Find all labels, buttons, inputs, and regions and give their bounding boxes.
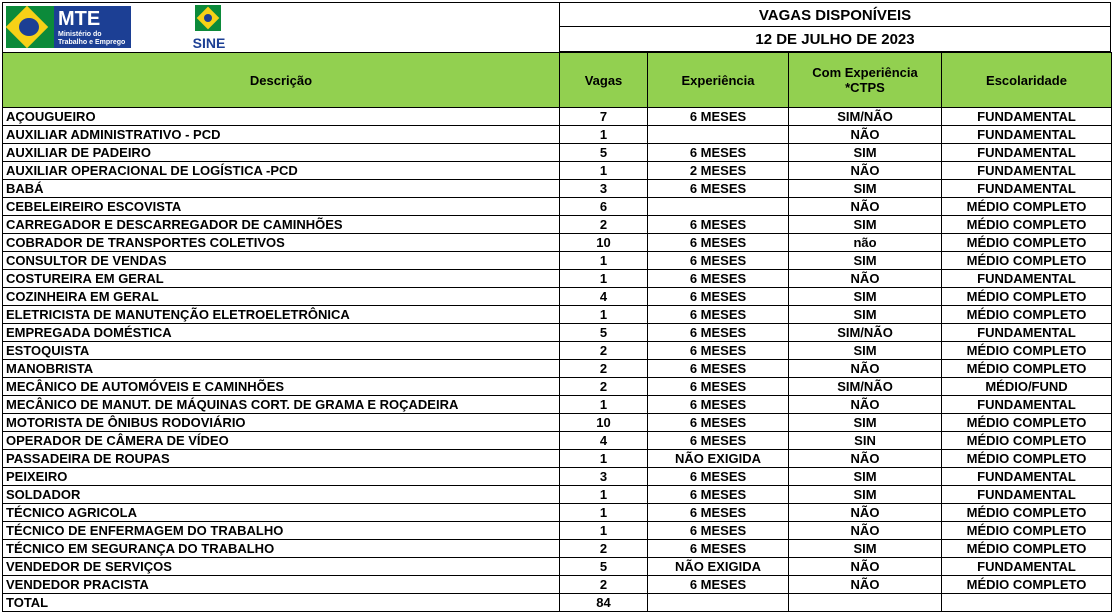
title-box <box>560 2 1111 52</box>
cell-vagas: 2 <box>560 216 648 234</box>
cell-experiencia: 6 MESES <box>648 216 789 234</box>
cell-vagas: 2 <box>560 342 648 360</box>
table-row <box>3 450 1112 468</box>
cell-descricao: COBRADOR DE TRANSPORTES COLETIVOS <box>3 234 560 252</box>
cell-descricao: ESTOQUISTA <box>3 342 560 360</box>
cell-ctps: NÃO <box>789 522 942 540</box>
cell-experiencia: 2 MESES <box>648 162 789 180</box>
table-row <box>3 180 1112 198</box>
table-row <box>3 144 1112 162</box>
sine-logo <box>185 5 233 51</box>
cell-descricao: COSTUREIRA EM GERAL <box>3 270 560 288</box>
cell-ctps: NÃO <box>789 558 942 576</box>
cell-ctps: NÃO <box>789 198 942 216</box>
cell-escolaridade: MÉDIO COMPLETO <box>942 432 1112 450</box>
table-row <box>3 198 1112 216</box>
cell-descricao: AUXILIAR OPERACIONAL DE LOGÍSTICA -PCD <box>3 162 560 180</box>
cell-descricao: CONSULTOR DE VENDAS <box>3 252 560 270</box>
cell-ctps: NÃO <box>789 270 942 288</box>
table-row <box>3 270 1112 288</box>
table-row <box>3 504 1112 522</box>
cell-vagas: 1 <box>560 504 648 522</box>
table-row <box>3 306 1112 324</box>
cell-ctps: SIM <box>789 486 942 504</box>
cell-experiencia: 6 MESES <box>648 180 789 198</box>
cell-vagas: 5 <box>560 558 648 576</box>
cell-ctps <box>789 594 942 612</box>
cell-escolaridade: MÉDIO COMPLETO <box>942 216 1112 234</box>
cell-escolaridade: FUNDAMENTAL <box>942 162 1112 180</box>
cell-ctps: NÃO <box>789 126 942 144</box>
cell-escolaridade: FUNDAMENTAL <box>942 396 1112 414</box>
cell-escolaridade: MÉDIO COMPLETO <box>942 234 1112 252</box>
cell-vagas: 3 <box>560 468 648 486</box>
mte-logo-text: MTE <box>58 8 101 30</box>
table-row <box>3 540 1112 558</box>
cell-vagas: 1 <box>560 522 648 540</box>
vacancies-table <box>2 52 1112 612</box>
cell-experiencia: NÃO EXIGIDA <box>648 450 789 468</box>
table-row <box>3 162 1112 180</box>
cell-experiencia: 6 MESES <box>648 576 789 594</box>
cell-vagas: 1 <box>560 126 648 144</box>
cell-experiencia: 6 MESES <box>648 522 789 540</box>
table-row <box>3 360 1112 378</box>
cell-ctps: NÃO <box>789 504 942 522</box>
cell-experiencia: 6 MESES <box>648 324 789 342</box>
cell-ctps: não <box>789 234 942 252</box>
cell-vagas: 7 <box>560 108 648 126</box>
table-row <box>3 432 1112 450</box>
cell-descricao: COZINHEIRA EM GERAL <box>3 288 560 306</box>
column-header-ctps: Com Experiência *CTPS <box>789 53 942 108</box>
cell-ctps: SIM/NÃO <box>789 108 942 126</box>
cell-ctps: SIM <box>789 414 942 432</box>
cell-ctps: NÃO <box>789 576 942 594</box>
cell-ctps: SIM <box>789 216 942 234</box>
cell-descricao: TÉCNICO DE ENFERMAGEM DO TRABALHO <box>3 522 560 540</box>
mte-logo <box>6 6 131 48</box>
cell-vagas: 1 <box>560 306 648 324</box>
cell-ctps: SIM <box>789 306 942 324</box>
cell-escolaridade: FUNDAMENTAL <box>942 558 1112 576</box>
brazil-flag-icon <box>6 6 54 48</box>
total-row <box>3 594 1112 612</box>
cell-experiencia: 6 MESES <box>648 540 789 558</box>
cell-ctps: SIM <box>789 180 942 198</box>
cell-vagas: 2 <box>560 360 648 378</box>
cell-experiencia: 6 MESES <box>648 108 789 126</box>
table-row <box>3 324 1112 342</box>
cell-experiencia: 6 MESES <box>648 252 789 270</box>
table-row <box>3 468 1112 486</box>
cell-experiencia: 6 MESES <box>648 270 789 288</box>
cell-vagas: 10 <box>560 234 648 252</box>
cell-ctps: SIM <box>789 540 942 558</box>
cell-experiencia: NÃO EXIGIDA <box>648 558 789 576</box>
cell-descricao: VENDEDOR DE SERVIÇOS <box>3 558 560 576</box>
cell-escolaridade: MÉDIO COMPLETO <box>942 342 1112 360</box>
cell-experiencia: 6 MESES <box>648 234 789 252</box>
cell-escolaridade: FUNDAMENTAL <box>942 108 1112 126</box>
cell-experiencia: 6 MESES <box>648 288 789 306</box>
table-row <box>3 252 1112 270</box>
table-row <box>3 108 1112 126</box>
cell-ctps: NÃO <box>789 396 942 414</box>
page-date: 12 DE JULHO DE 2023 <box>755 31 915 48</box>
table-row <box>3 522 1112 540</box>
cell-descricao: AUXILIAR DE PADEIRO <box>3 144 560 162</box>
cell-escolaridade <box>942 594 1112 612</box>
cell-escolaridade: FUNDAMENTAL <box>942 324 1112 342</box>
cell-escolaridade: FUNDAMENTAL <box>942 468 1112 486</box>
table-row <box>3 558 1112 576</box>
cell-escolaridade: FUNDAMENTAL <box>942 144 1112 162</box>
cell-escolaridade: MÉDIO COMPLETO <box>942 450 1112 468</box>
cell-vagas: 4 <box>560 432 648 450</box>
table-row <box>3 126 1112 144</box>
cell-vagas: 1 <box>560 162 648 180</box>
cell-vagas: 1 <box>560 486 648 504</box>
cell-vagas: 1 <box>560 252 648 270</box>
cell-vagas: 10 <box>560 414 648 432</box>
cell-vagas: 3 <box>560 180 648 198</box>
cell-escolaridade: FUNDAMENTAL <box>942 486 1112 504</box>
cell-escolaridade: MÉDIO/FUND <box>942 378 1112 396</box>
cell-escolaridade: MÉDIO COMPLETO <box>942 540 1112 558</box>
cell-descricao: TOTAL <box>3 594 560 612</box>
cell-vagas: 4 <box>560 288 648 306</box>
cell-descricao: OPERADOR DE CÂMERA DE VÍDEO <box>3 432 560 450</box>
cell-escolaridade: MÉDIO COMPLETO <box>942 522 1112 540</box>
cell-ctps: NÃO <box>789 450 942 468</box>
cell-experiencia: 6 MESES <box>648 342 789 360</box>
cell-experiencia <box>648 594 789 612</box>
table-row <box>3 288 1112 306</box>
cell-ctps: SIM <box>789 144 942 162</box>
cell-experiencia: 6 MESES <box>648 306 789 324</box>
table-row <box>3 414 1112 432</box>
cell-descricao: EMPREGADA DOMÉSTICA <box>3 324 560 342</box>
mte-logo-subtitle: Ministério do Trabalho e Emprego <box>58 31 126 46</box>
cell-descricao: ELETRICISTA DE MANUTENÇÃO ELETROELETRÔNICA <box>3 306 560 324</box>
column-header-experiencia: Experiência <box>648 53 789 108</box>
cell-ctps: SIM <box>789 288 942 306</box>
cell-experiencia: 6 MESES <box>648 396 789 414</box>
table-header-row <box>3 53 1112 108</box>
cell-vagas: 5 <box>560 144 648 162</box>
cell-escolaridade: MÉDIO COMPLETO <box>942 414 1112 432</box>
cell-vagas: 5 <box>560 324 648 342</box>
cell-ctps: NÃO <box>789 162 942 180</box>
cell-descricao: CEBELEIREIRO ESCOVISTA <box>3 198 560 216</box>
table-body <box>3 108 1112 612</box>
cell-escolaridade: MÉDIO COMPLETO <box>942 252 1112 270</box>
cell-descricao: MECÂNICO DE MANUT. DE MÁQUINAS CORT. DE GRAMA E ROÇADEIRA <box>3 396 560 414</box>
cell-experiencia: 6 MESES <box>648 144 789 162</box>
cell-vagas: 84 <box>560 594 648 612</box>
cell-descricao: TÉCNICO AGRICOLA <box>3 504 560 522</box>
column-header-escolaridade: Escolaridade <box>942 53 1112 108</box>
cell-vagas: 1 <box>560 450 648 468</box>
page-title: VAGAS DISPONÍVEIS <box>560 3 1110 27</box>
cell-escolaridade: MÉDIO COMPLETO <box>942 198 1112 216</box>
cell-ctps: SIM <box>789 468 942 486</box>
sine-logo-text: SINE <box>192 35 226 51</box>
cell-descricao: AÇOUGUEIRO <box>3 108 560 126</box>
cell-ctps: SIN <box>789 432 942 450</box>
column-header-vagas: Vagas <box>560 53 648 108</box>
table-row <box>3 216 1112 234</box>
cell-vagas: 2 <box>560 576 648 594</box>
table-row <box>3 576 1112 594</box>
cell-experiencia <box>648 198 789 216</box>
cell-descricao: SOLDADOR <box>3 486 560 504</box>
cell-experiencia: 6 MESES <box>648 360 789 378</box>
cell-escolaridade: FUNDAMENTAL <box>942 126 1112 144</box>
cell-experiencia: 6 MESES <box>648 378 789 396</box>
cell-ctps: NÃO <box>789 360 942 378</box>
cell-escolaridade: MÉDIO COMPLETO <box>942 504 1112 522</box>
cell-experiencia <box>648 126 789 144</box>
page-header <box>2 2 1111 52</box>
table-row <box>3 396 1112 414</box>
cell-vagas: 1 <box>560 396 648 414</box>
cell-escolaridade: FUNDAMENTAL <box>942 180 1112 198</box>
cell-descricao: TÉCNICO EM SEGURANÇA DO TRABALHO <box>3 540 560 558</box>
cell-escolaridade: MÉDIO COMPLETO <box>942 360 1112 378</box>
table-row <box>3 342 1112 360</box>
cell-ctps: SIM <box>789 342 942 360</box>
cell-descricao: BABÁ <box>3 180 560 198</box>
cell-escolaridade: MÉDIO COMPLETO <box>942 306 1112 324</box>
cell-vagas: 1 <box>560 270 648 288</box>
cell-descricao: MECÂNICO DE AUTOMÓVEIS E CAMINHÕES <box>3 378 560 396</box>
sine-flag-icon <box>195 5 221 31</box>
table-row <box>3 234 1112 252</box>
cell-experiencia: 6 MESES <box>648 468 789 486</box>
cell-descricao: AUXILIAR ADMINISTRATIVO - PCD <box>3 126 560 144</box>
table-row <box>3 486 1112 504</box>
cell-descricao: PEIXEIRO <box>3 468 560 486</box>
cell-descricao: PASSADEIRA DE ROUPAS <box>3 450 560 468</box>
cell-vagas: 2 <box>560 540 648 558</box>
cell-ctps: SIM <box>789 252 942 270</box>
cell-escolaridade: MÉDIO COMPLETO <box>942 576 1112 594</box>
cell-experiencia: 6 MESES <box>648 504 789 522</box>
cell-experiencia: 6 MESES <box>648 414 789 432</box>
cell-experiencia: 6 MESES <box>648 432 789 450</box>
cell-descricao: VENDEDOR PRACISTA <box>3 576 560 594</box>
table-row <box>3 378 1112 396</box>
cell-ctps: SIM/NÃO <box>789 378 942 396</box>
column-header-descricao: Descrição <box>3 53 560 108</box>
cell-descricao: MANOBRISTA <box>3 360 560 378</box>
cell-descricao: MOTORISTA DE ÔNIBUS RODOVIÁRIO <box>3 414 560 432</box>
cell-escolaridade: FUNDAMENTAL <box>942 270 1112 288</box>
cell-vagas: 6 <box>560 198 648 216</box>
cell-vagas: 2 <box>560 378 648 396</box>
logos-area <box>2 2 560 52</box>
cell-experiencia: 6 MESES <box>648 486 789 504</box>
cell-escolaridade: MÉDIO COMPLETO <box>942 288 1112 306</box>
cell-descricao: CARREGADOR E DESCARREGADOR DE CAMINHÕES <box>3 216 560 234</box>
cell-ctps: SIM/NÃO <box>789 324 942 342</box>
